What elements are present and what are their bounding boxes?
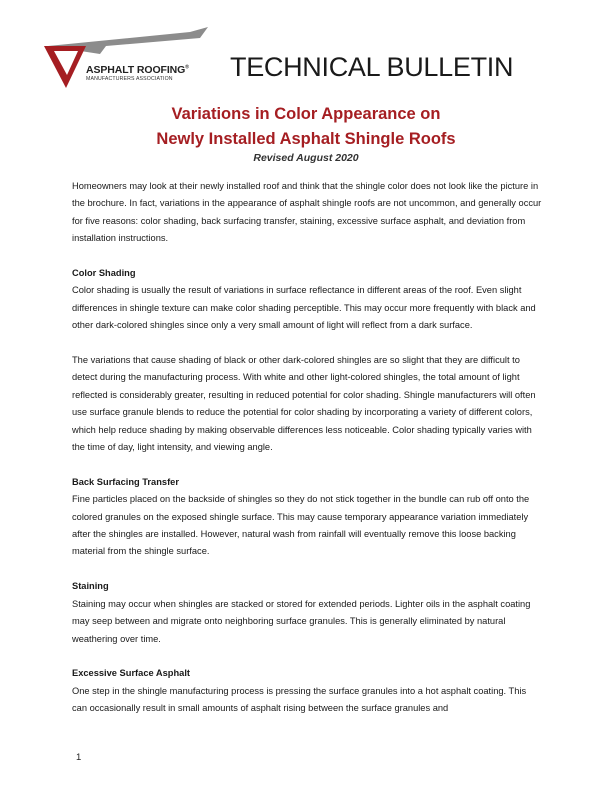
bulletin-body (72, 178, 542, 735)
section-heading: Back Surfacing Transfer (72, 476, 179, 487)
section-paragraph: The variations that cause shading of black or other dark-colored shingles are so slight that they are difficult to detect during the manufacturing process. With white and other light-colored shingles, the total amount of light reflected is considerably greater, resulting in reduced potential for color shading. Shingle manufacturers will often use surface granule blends to reduce the potential for color shading by incorporating a variety of different colors, which help reduce shading by making observable differences less noticeable. Color shading typically varies with the time of day, light intensity, and viewing angle. (72, 355, 536, 453)
logo-subtitle: MANUFACTURERS ASSOCIATION (86, 76, 173, 82)
section-paragraph: Fine particles placed on the backside of shingles so they do not stick together in the bundle can rub off onto the colored granules on the exposed shingle surface. This may cause temporary appearance variation immediately after the shingles are installed. However, natural wash from rainfall will eventually remove this loose backing material from the shingle surface. (72, 494, 530, 557)
arma-logo-mark (40, 24, 210, 94)
section-staining (72, 578, 542, 648)
section-heading: Excessive Surface Asphalt (72, 668, 190, 679)
section-paragraph: Color shading is usually the result of variations in surface reflectance in different areas of the roof. Even slight differences in shingle texture can make color shading perceptible. This may occur more frequently with black and other dark-colored shingles since only a very small amount of light will reflect from a dark surface. (72, 285, 536, 331)
page-number: 1 (76, 752, 82, 763)
logo-name: ASPHALT ROOFING® (86, 64, 189, 76)
section-paragraph: One step in the shingle manufacturing process is pressing the surface granules into a hot asphalt coating. This can occasionally result in small amounts of asphalt rising between the surface granules and (72, 685, 527, 714)
section-back-surfacing-transfer (72, 474, 542, 561)
section-heading: Staining (72, 581, 109, 592)
intro-paragraph: Homeowners may look at their newly installed roof and think that the shingle color does not look like the picture in the brochure. In fact, variations in the appearance of asphalt shingle roofs are not uncommon, and generally occur for five reasons: color shading, back surfacing transfer, staining, excessive surface asphalt, and deviation from installation instructions. (72, 181, 542, 244)
section-color-shading (72, 265, 542, 456)
revision-date: Revised August 2020 (253, 152, 359, 164)
bulletin-title: TECHNICAL BULLETIN (230, 52, 514, 82)
section-heading: Color Shading (72, 268, 136, 279)
document-title-line2: Newly Installed Asphalt Shingle Roofs (156, 130, 456, 148)
arma-logo (40, 24, 210, 94)
section-excessive-surface-asphalt (72, 665, 542, 717)
section-paragraph: Staining may occur when shingles are stacked or stored for extended periods. Lighter oils in the asphalt coating may seep between and migrate onto neighboring surface granules. This is generally eliminated by natural weathering over time. (72, 598, 531, 644)
logo-text (86, 64, 189, 82)
document-title-line1: Variations in Color Appearance on (171, 105, 441, 123)
